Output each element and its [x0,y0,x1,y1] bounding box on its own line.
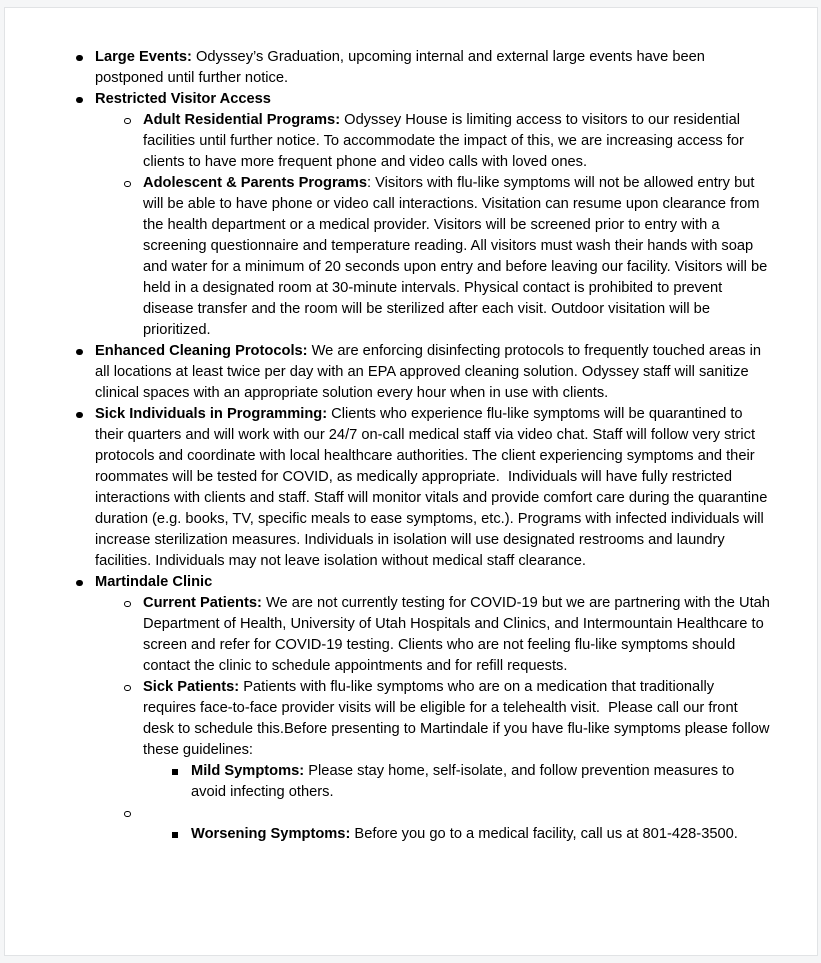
list-item [5,593,817,677]
list-item-body-text: We are enforcing disinfecting protocols to frequently touched areas in all locations at least twice per day with an EPA approved cleaning solution. Odyssey staff will sanitize clinical spaces with an appropriate solution every hour when in use with clients. [95,343,766,401]
list-item-body-text: : Visitors with flu-like symptoms will not be allowed entry but will be able to have phone or video call interactions. Visitation can resume upon clearance from the health department or a medical provider. Visitors will be screened prior to entry with a screening questionnaire and temperature reading. All visitors must wash their hands with soap and water for a minimum of 20 seconds upon entry and before leaving our facility. Visitors will be held in a designated room at 30-minute intervals. Physical contact is prohibited to prevent disease transfer and the room will be sterilized after each visit. Outdoor visitation will be prioritized. [143,175,772,338]
bullet-disc-icon [76,412,83,419]
bullet-square-icon [172,832,178,838]
list-item-text [95,89,770,110]
bullet-circle-icon [124,811,131,818]
document-page [4,7,818,956]
list-item-bold-label: Current Patients: [143,595,262,611]
list-item [5,89,817,110]
list-item-text [143,803,770,824]
list-item-bold-label: Adolescent & Parents Programs [143,175,367,191]
bullet-disc-icon [76,349,83,356]
list-item-body-text: Before you go to a medical facility, call us at 801-428-3500. [350,826,738,842]
list-item [5,404,817,572]
list-item-bold-label: Adult Residential Programs: [143,112,341,128]
bullet-circle-icon [124,118,131,125]
list-item-text [95,47,770,89]
bullet-circle-icon [124,181,131,188]
bullet-circle-icon [124,685,131,692]
list-item-text [95,572,770,593]
list-item-text [143,173,770,341]
bullet-disc-icon [76,580,83,587]
list-item [5,761,817,803]
list-item-text [143,110,770,173]
bullet-disc-icon [76,55,83,62]
list-item [5,341,817,404]
list-item-bold-label: Mild Symptoms: [191,763,305,779]
bullet-circle-icon [124,601,131,608]
list-item-bold-label: Restricted Visitor Access [95,91,271,107]
bullet-disc-icon [76,97,83,104]
list-item-text [95,404,770,572]
list-item-bold-label: Sick Individuals in Programming: [95,406,328,422]
list-item-body-text: We are not currently testing for COVID-19 but we are partnering with the Utah Department of Health, University of Utah Hospitals and Clinics, and Intermountain Healthcare to screen and refer for COVID-19 testing. Clients who are not feeling flu-like symptoms should contact the clinic to schedule appointments and for refill requests. [143,595,775,674]
list-item [5,110,817,173]
list-item-body-text: Patients with flu-like symptoms who are on a medication that traditionally requires face-to-face provider visits will be eligible for a telehealth visit. Please call our front desk to schedule this.Before presenting to Martindale if you have flu-like symptoms please follow these guidelines: [143,679,774,758]
document-list [5,47,817,845]
list-item [5,47,817,89]
list-item [5,572,817,593]
list-item [5,173,817,341]
bullet-square-icon [172,769,178,775]
list-item-bold-label: Sick Patients: [143,679,240,695]
list-item [5,803,817,824]
list-item-bold-label: Worsening Symptoms: [191,826,351,842]
list-item-body-text: Odyssey’s Graduation, upcoming internal and external large events have been postponed until further notice. [95,49,710,86]
list-item-text [143,593,775,677]
list-item [5,824,817,845]
list-item-text [191,824,770,845]
list-item-bold-label: Enhanced Cleaning Protocols: [95,343,308,359]
list-item-bold-label: Martindale Clinic [95,574,213,590]
list-item-text [191,761,770,803]
list-item-body-text: Clients who experience flu-like symptoms will be quarantined to their quarters and will work with our 24/7 on-call medical staff via video chat. Staff will follow very strict protocols and coordinate with local healthcare authorities. The client experiencing symptoms and their roommates will be tested for COVID, as medically appropriate. Individuals will have fully restricted interactions with clients and staff. Staff will monitor vitals and provide comfort care during the quarantine duration (e.g. books, TV, specific meals to ease symptoms, etc.). Programs with infected individuals will increase sterilization measures. Individuals in isolation will use designated restrooms and laundry facilities. Individuals may not leave isolation without medical staff clearance. [95,406,772,569]
list-item-text [95,341,770,404]
list-item-text [143,677,774,761]
list-item-body-text: Please stay home, self-isolate, and follow prevention measures to avoid infecting others. [191,763,739,800]
list-item-body-text: Odyssey House is limiting access to visitors to our residential facilities until further notice. To accommodate the impact of this, we are increasing access for clients to have more frequent phone and video calls with loved ones. [143,112,748,170]
list-item [5,677,817,761]
list-item-bold-label: Large Events: [95,49,192,65]
